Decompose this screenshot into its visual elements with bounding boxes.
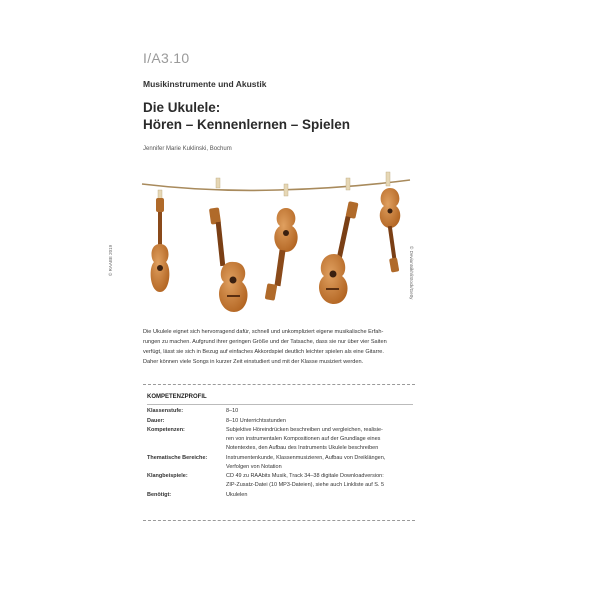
profile-value	[226, 454, 413, 472]
profile-heading: KOMPETENZPROFIL	[147, 394, 207, 400]
profile-value-line: Verfolgen von Notation	[226, 463, 282, 470]
profile-value	[226, 426, 413, 453]
profile-row-duration	[147, 417, 413, 426]
profile-row-competences	[147, 426, 413, 453]
profile-value-line: CD 49 zu RAAbits Musik, Track 34–38 digitale Downloadversion:	[226, 473, 384, 479]
profile-label: Klassenstufe:	[147, 408, 184, 414]
divider-bottom	[143, 520, 415, 521]
intro-line: Daher können viele Songs in kurzer Zeit einstudiert und mit der Klasse musiziert werden.	[143, 359, 364, 365]
page-title	[143, 99, 350, 133]
rope	[142, 180, 410, 190]
unit-code: I/A3.10	[143, 50, 190, 66]
ukulele-3	[265, 184, 298, 301]
profile-value	[226, 491, 413, 500]
divider-top	[143, 384, 415, 385]
author-line: Jennifer Marie Kuklinski, Bochum	[143, 146, 232, 152]
profile-value-line: Ukulelen	[226, 491, 248, 498]
intro-line: Die Ukulele eignet sich hervorragend dafür, schnell und unkompliziert eigene musikalische Erfah-	[143, 329, 384, 335]
profile-label: Benötigt:	[147, 491, 172, 498]
title-line-2: Hören – Kennenlernen – Spielen	[143, 117, 351, 132]
profile-value-line: Notentextes, den Aufbau des Instruments Ukulele beschreiben	[226, 445, 379, 451]
ukulele-4	[319, 178, 359, 304]
profile-value-line: Instrumentenkunde, Klassenmusizieren, Aufbau von Dreiklängen,	[226, 454, 386, 461]
ukulele-5	[380, 172, 401, 273]
profile-value	[226, 472, 413, 490]
profile-label: Dauer:	[147, 417, 165, 424]
intro-line: rungen zu machen. Aufgrund ihrer geringen Größe und der Tatsache, dass sie nur über vier Saiten	[143, 339, 387, 345]
profile-row-required	[147, 491, 413, 500]
profile-rule	[147, 404, 413, 405]
intro-paragraph	[143, 327, 415, 367]
profile-label: Kompetenzen:	[147, 427, 185, 433]
profile-row-audio	[147, 472, 413, 490]
profile-value-line: ZIP-Zusatz-Datei (10 MP3-Dateien), siehe auch Linkliste auf S. 5	[226, 482, 385, 488]
profile-row-topics	[147, 454, 413, 472]
profile-value-line: 8–10 Unterrichtsstunden	[226, 417, 286, 424]
profile-value-line: 8–10	[226, 408, 239, 414]
profile-value	[226, 417, 413, 426]
title-line-1: Die Ukulele:	[143, 100, 221, 115]
subject-heading: Musikinstrumente und Akustik	[143, 79, 267, 89]
profile-value-line: Subjektive Höreindrücken beschreiben und vergleichen, realisie-	[226, 427, 383, 433]
profile-label: Thematische Bereiche:	[147, 454, 208, 461]
competence-profile	[147, 407, 413, 500]
profile-value	[226, 407, 413, 416]
ukulele-1	[151, 190, 170, 292]
image-credit: © Deviantsikh/iStock/Getty	[409, 246, 414, 300]
intro-line: verfügt, lässt sie sich in Bezug auf einfaches Akkordspiel deutlich leichter spielen als eine Gitarre.	[143, 349, 384, 355]
profile-label: Klangbeispiele:	[147, 473, 188, 479]
copyright-note: © RAABE 2019	[108, 244, 113, 276]
profile-row-grade	[147, 407, 413, 416]
profile-value-line: ren von instrumentalen Kompositionen auf der Grundlage eines	[226, 436, 381, 442]
ukulele-2	[209, 178, 248, 312]
ukulele-illustration	[138, 168, 414, 318]
